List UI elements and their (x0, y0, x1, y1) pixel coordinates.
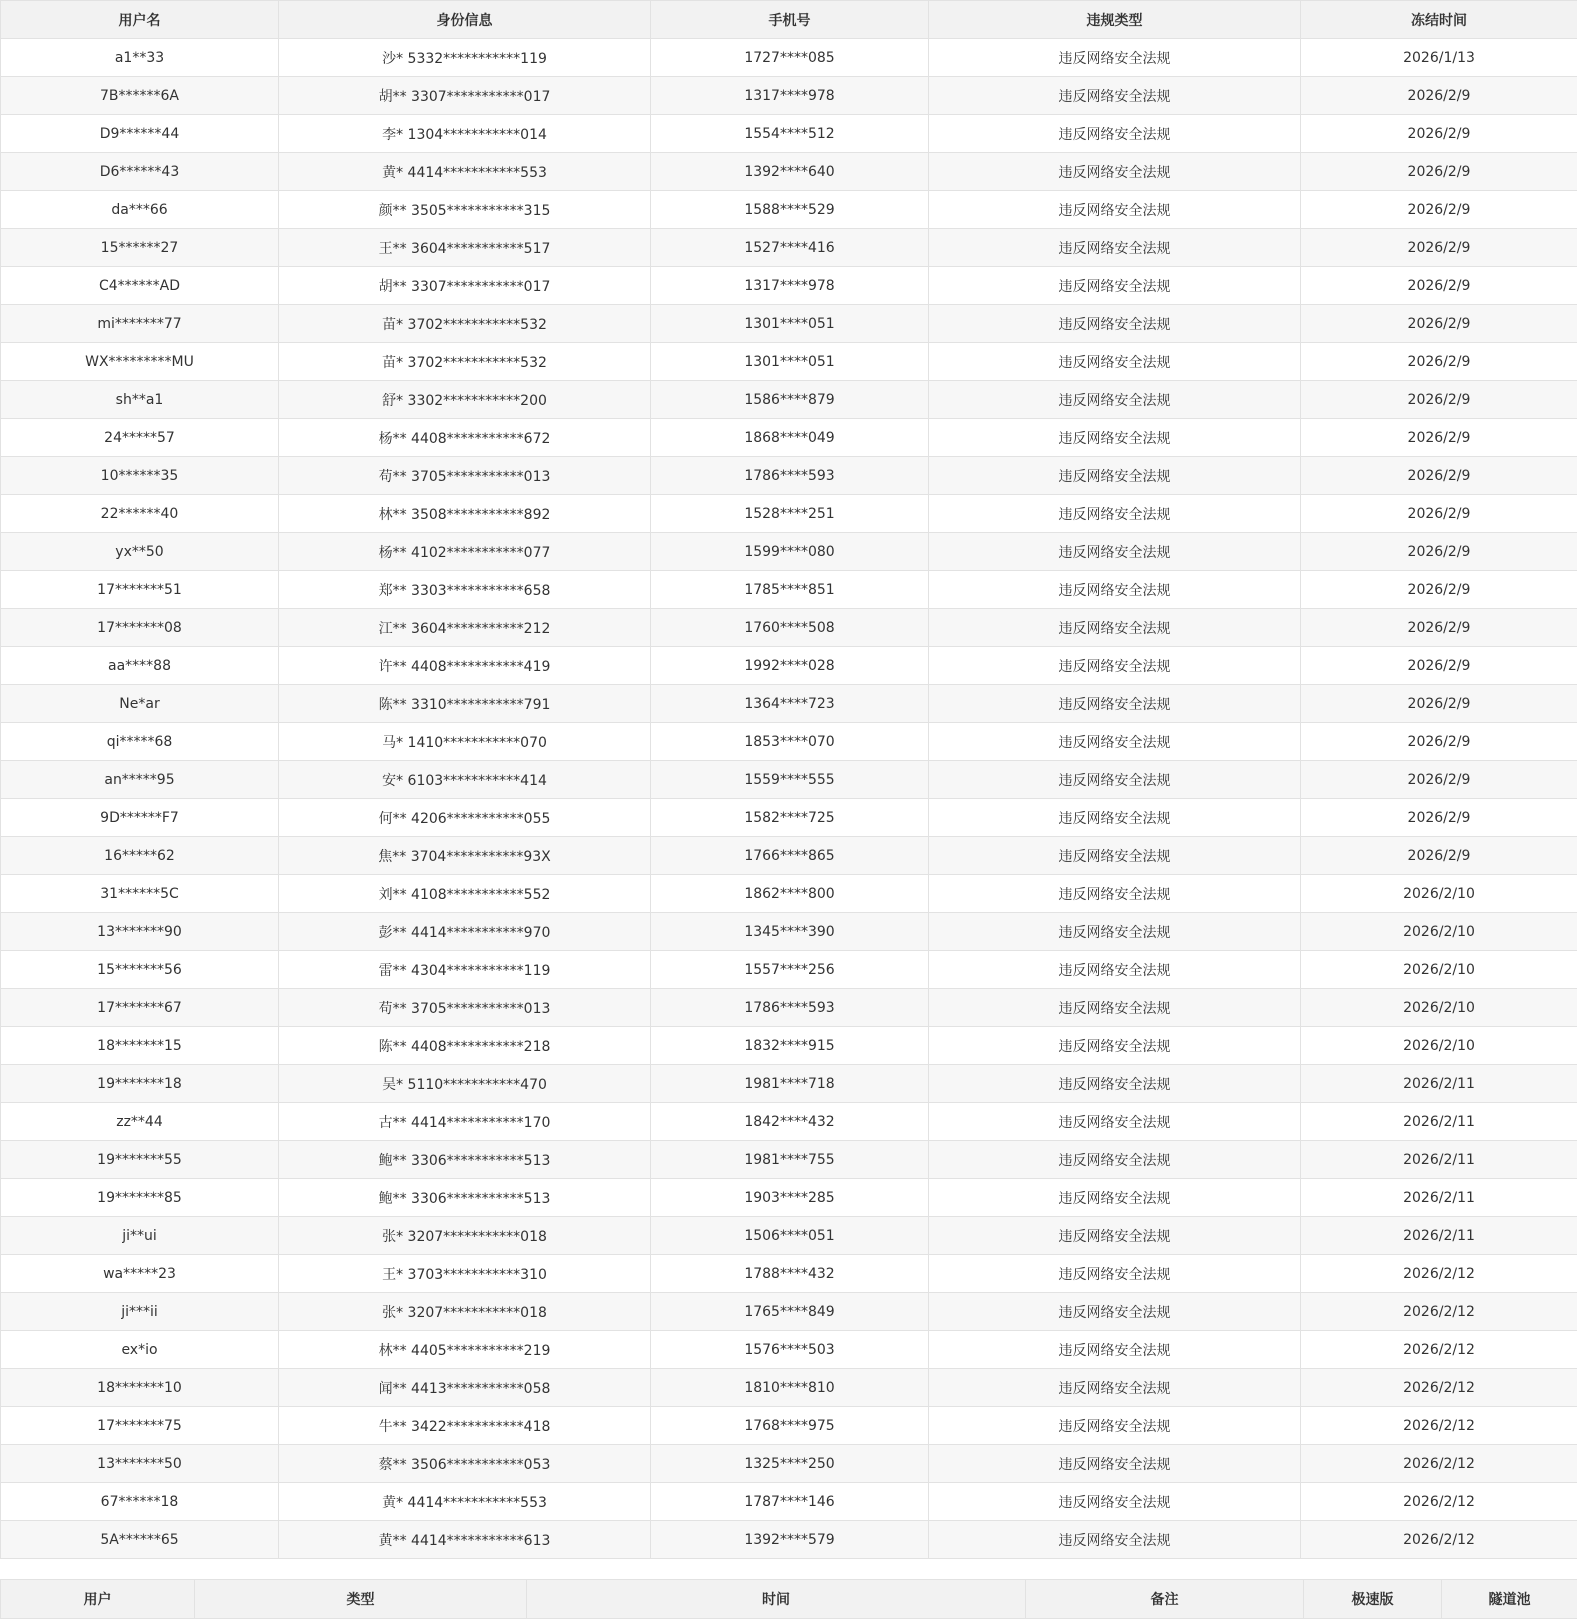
cell-phone: 1588****529 (651, 191, 929, 229)
cell-violation-type: 违反网络安全法规 (929, 837, 1301, 875)
cell-violation-type: 违反网络安全法规 (929, 381, 1301, 419)
cell-identity: 苗* 3702***********532 (279, 343, 651, 381)
header-tunnel-pool: 隧道池 (1442, 1580, 1577, 1619)
cell-username: 17*******75 (1, 1407, 279, 1445)
cell-phone: 1727****085 (651, 39, 929, 77)
cell-violation-type: 违反网络安全法规 (929, 609, 1301, 647)
table-row (1, 685, 1577, 723)
cell-violation-type: 违反网络安全法规 (929, 1407, 1301, 1445)
cell-violation-type: 违反网络安全法规 (929, 115, 1301, 153)
table-row (1, 799, 1577, 837)
cell-phone: 1301****051 (651, 343, 929, 381)
cell-phone: 1392****640 (651, 153, 929, 191)
cell-identity: 彭** 4414***********970 (279, 913, 651, 951)
cell-violation-type: 违反网络安全法规 (929, 343, 1301, 381)
table-row (1, 1027, 1577, 1065)
cell-phone: 1788****432 (651, 1255, 929, 1293)
cell-freeze-time: 2026/2/12 (1301, 1521, 1577, 1559)
cell-freeze-time: 2026/2/12 (1301, 1293, 1577, 1331)
cell-violation-type: 违反网络安全法规 (929, 571, 1301, 609)
cell-violation-type: 违反网络安全法规 (929, 1521, 1301, 1559)
cell-username: 13*******90 (1, 913, 279, 951)
cell-phone: 1506****051 (651, 1217, 929, 1255)
header-remark: 备注 (1026, 1580, 1304, 1619)
cell-violation-type: 违反网络安全法规 (929, 229, 1301, 267)
cell-identity: 闻** 4413***********058 (279, 1369, 651, 1407)
cell-violation-type: 违反网络安全法规 (929, 1445, 1301, 1483)
cell-phone: 1325****250 (651, 1445, 929, 1483)
cell-username: 18*******10 (1, 1369, 279, 1407)
cell-freeze-time: 2026/2/9 (1301, 343, 1577, 381)
cell-identity: 刘** 4108***********552 (279, 875, 651, 913)
cell-phone: 1576****503 (651, 1331, 929, 1369)
cell-username: yx**50 (1, 533, 279, 571)
cell-freeze-time: 2026/2/10 (1301, 951, 1577, 989)
cell-username: zz**44 (1, 1103, 279, 1141)
table-row (1, 1217, 1577, 1255)
cell-freeze-time: 2026/2/9 (1301, 77, 1577, 115)
cell-username: C4******AD (1, 267, 279, 305)
cell-identity: 黄* 4414***********553 (279, 1483, 651, 1521)
table-row (1, 495, 1577, 533)
table-row (1, 875, 1577, 913)
cell-phone: 1842****432 (651, 1103, 929, 1141)
cell-phone: 1345****390 (651, 913, 929, 951)
cell-identity: 何** 4206***********055 (279, 799, 651, 837)
header-express-edition: 极速版 (1304, 1580, 1442, 1619)
log-table (0, 1579, 1577, 1619)
table-row (1, 1293, 1577, 1331)
cell-username: D6******43 (1, 153, 279, 191)
cell-username: Ne*ar (1, 685, 279, 723)
cell-username: ex*io (1, 1331, 279, 1369)
table-row (1, 1407, 1577, 1445)
cell-violation-type: 违反网络安全法规 (929, 1027, 1301, 1065)
cell-username: a1**33 (1, 39, 279, 77)
table-row (1, 267, 1577, 305)
table-row (1, 229, 1577, 267)
cell-identity: 马* 1410***********070 (279, 723, 651, 761)
cell-phone: 1317****978 (651, 267, 929, 305)
cell-identity: 苟** 3705***********013 (279, 989, 651, 1027)
table-row (1, 647, 1577, 685)
cell-username: 15******27 (1, 229, 279, 267)
cell-username: 19*******55 (1, 1141, 279, 1179)
cell-freeze-time: 2026/2/10 (1301, 989, 1577, 1027)
table-row (1, 723, 1577, 761)
table-row (1, 761, 1577, 799)
cell-identity: 鲍** 3306***********513 (279, 1179, 651, 1217)
cell-freeze-time: 2026/2/9 (1301, 457, 1577, 495)
cell-violation-type: 违反网络安全法规 (929, 1331, 1301, 1369)
table-row (1, 1483, 1577, 1521)
cell-identity: 沙* 5332***********119 (279, 39, 651, 77)
header-type: 类型 (195, 1580, 527, 1619)
table-row (1, 419, 1577, 457)
cell-freeze-time: 2026/2/9 (1301, 191, 1577, 229)
cell-identity: 王** 3604***********517 (279, 229, 651, 267)
cell-violation-type: 违反网络安全法规 (929, 305, 1301, 343)
cell-phone: 1768****975 (651, 1407, 929, 1445)
cell-username: da***66 (1, 191, 279, 229)
table-header-row (1, 1, 1577, 39)
cell-phone: 1992****028 (651, 647, 929, 685)
cell-identity: 安* 6103***********414 (279, 761, 651, 799)
cell-username: 17*******51 (1, 571, 279, 609)
cell-freeze-time: 2026/2/9 (1301, 609, 1577, 647)
cell-identity: 杨** 4102***********077 (279, 533, 651, 571)
cell-violation-type: 违反网络安全法规 (929, 761, 1301, 799)
cell-violation-type: 违反网络安全法规 (929, 1483, 1301, 1521)
cell-phone: 1554****512 (651, 115, 929, 153)
cell-username: 15*******56 (1, 951, 279, 989)
table-row (1, 153, 1577, 191)
cell-username: 7B******6A (1, 77, 279, 115)
cell-username: 10******35 (1, 457, 279, 495)
cell-phone: 1862****800 (651, 875, 929, 913)
cell-identity: 杨** 4408***********672 (279, 419, 651, 457)
cell-freeze-time: 2026/2/9 (1301, 381, 1577, 419)
cell-phone: 1364****723 (651, 685, 929, 723)
cell-freeze-time: 2026/2/12 (1301, 1255, 1577, 1293)
cell-phone: 1766****865 (651, 837, 929, 875)
cell-username: 16*****62 (1, 837, 279, 875)
cell-username: 17*******08 (1, 609, 279, 647)
cell-phone: 1981****755 (651, 1141, 929, 1179)
cell-violation-type: 违反网络安全法规 (929, 1369, 1301, 1407)
table-row (1, 1179, 1577, 1217)
cell-identity: 胡** 3307***********017 (279, 267, 651, 305)
cell-freeze-time: 2026/2/9 (1301, 533, 1577, 571)
table-row (1, 39, 1577, 77)
table-row (1, 533, 1577, 571)
table-row (1, 381, 1577, 419)
cell-identity: 舒* 3302***********200 (279, 381, 651, 419)
cell-phone: 1868****049 (651, 419, 929, 457)
cell-freeze-time: 2026/2/9 (1301, 419, 1577, 457)
cell-freeze-time: 2026/1/13 (1301, 39, 1577, 77)
cell-identity: 吴* 5110***********470 (279, 1065, 651, 1103)
cell-identity: 林** 4405***********219 (279, 1331, 651, 1369)
cell-username: 17*******67 (1, 989, 279, 1027)
table-row (1, 77, 1577, 115)
cell-violation-type: 违反网络安全法规 (929, 1217, 1301, 1255)
cell-phone: 1853****070 (651, 723, 929, 761)
cell-username: 5A******65 (1, 1521, 279, 1559)
cell-username: wa*****23 (1, 1255, 279, 1293)
header-phone: 手机号 (651, 1, 929, 39)
cell-username: 31******5C (1, 875, 279, 913)
cell-identity: 牛** 3422***********418 (279, 1407, 651, 1445)
cell-phone: 1785****851 (651, 571, 929, 609)
cell-violation-type: 违反网络安全法规 (929, 267, 1301, 305)
table-row (1, 305, 1577, 343)
cell-freeze-time: 2026/2/9 (1301, 571, 1577, 609)
cell-freeze-time: 2026/2/9 (1301, 685, 1577, 723)
table-row (1, 989, 1577, 1027)
cell-username: 18*******15 (1, 1027, 279, 1065)
cell-identity: 雷** 4304***********119 (279, 951, 651, 989)
cell-violation-type: 违反网络安全法规 (929, 533, 1301, 571)
cell-freeze-time: 2026/2/12 (1301, 1369, 1577, 1407)
cell-username: 67******18 (1, 1483, 279, 1521)
cell-identity: 张* 3207***********018 (279, 1217, 651, 1255)
cell-identity: 焦** 3704***********93X (279, 837, 651, 875)
cell-username: an*****95 (1, 761, 279, 799)
cell-phone: 1527****416 (651, 229, 929, 267)
cell-identity: 胡** 3307***********017 (279, 77, 651, 115)
cell-freeze-time: 2026/2/10 (1301, 875, 1577, 913)
cell-violation-type: 违反网络安全法规 (929, 419, 1301, 457)
cell-violation-type: 违反网络安全法规 (929, 77, 1301, 115)
cell-username: sh**a1 (1, 381, 279, 419)
cell-freeze-time: 2026/2/11 (1301, 1141, 1577, 1179)
cell-violation-type: 违反网络安全法规 (929, 1179, 1301, 1217)
table-row (1, 913, 1577, 951)
cell-violation-type: 违反网络安全法规 (929, 1293, 1301, 1331)
cell-identity: 李* 1304***********014 (279, 115, 651, 153)
header-time: 时间 (527, 1580, 1026, 1619)
cell-freeze-time: 2026/2/9 (1301, 229, 1577, 267)
cell-phone: 1765****849 (651, 1293, 929, 1331)
cell-username: 19*******18 (1, 1065, 279, 1103)
table-row (1, 1331, 1577, 1369)
cell-phone: 1586****879 (651, 381, 929, 419)
cell-username: 13*******50 (1, 1445, 279, 1483)
table-row (1, 1521, 1577, 1559)
cell-identity: 陈** 4408***********218 (279, 1027, 651, 1065)
cell-phone: 1760****508 (651, 609, 929, 647)
cell-username: 22******40 (1, 495, 279, 533)
cell-violation-type: 违反网络安全法规 (929, 153, 1301, 191)
cell-violation-type: 违反网络安全法规 (929, 723, 1301, 761)
cell-freeze-time: 2026/2/9 (1301, 305, 1577, 343)
cell-violation-type: 违反网络安全法规 (929, 495, 1301, 533)
cell-violation-type: 违反网络安全法规 (929, 951, 1301, 989)
table-row (1, 1255, 1577, 1293)
table-row (1, 115, 1577, 153)
cell-username: 19*******85 (1, 1179, 279, 1217)
cell-violation-type: 违反网络安全法规 (929, 989, 1301, 1027)
cell-freeze-time: 2026/2/9 (1301, 153, 1577, 191)
cell-username: 9D******F7 (1, 799, 279, 837)
cell-freeze-time: 2026/2/9 (1301, 495, 1577, 533)
header-username: 用户名 (1, 1, 279, 39)
table-row (1, 191, 1577, 229)
cell-identity: 陈** 3310***********791 (279, 685, 651, 723)
header-violation-type: 违规类型 (929, 1, 1301, 39)
cell-freeze-time: 2026/2/9 (1301, 647, 1577, 685)
cell-identity: 江** 3604***********212 (279, 609, 651, 647)
cell-identity: 颜** 3505***********315 (279, 191, 651, 229)
cell-identity: 苟** 3705***********013 (279, 457, 651, 495)
cell-freeze-time: 2026/2/9 (1301, 723, 1577, 761)
table-row (1, 343, 1577, 381)
cell-phone: 1557****256 (651, 951, 929, 989)
cell-username: 24*****57 (1, 419, 279, 457)
cell-identity: 林** 3508***********892 (279, 495, 651, 533)
cell-freeze-time: 2026/2/9 (1301, 761, 1577, 799)
cell-freeze-time: 2026/2/12 (1301, 1407, 1577, 1445)
table-row (1, 951, 1577, 989)
cell-violation-type: 违反网络安全法规 (929, 647, 1301, 685)
table-row (1, 1103, 1577, 1141)
cell-phone: 1810****810 (651, 1369, 929, 1407)
cell-violation-type: 违反网络安全法规 (929, 191, 1301, 229)
cell-freeze-time: 2026/2/11 (1301, 1179, 1577, 1217)
cell-freeze-time: 2026/2/12 (1301, 1445, 1577, 1483)
table-row (1, 1369, 1577, 1407)
cell-phone: 1903****285 (651, 1179, 929, 1217)
cell-phone: 1392****579 (651, 1521, 929, 1559)
table-row (1, 1445, 1577, 1483)
header-freeze-time: 冻结时间 (1301, 1, 1577, 39)
cell-identity: 王* 3703***********310 (279, 1255, 651, 1293)
header-identity: 身份信息 (279, 1, 651, 39)
cell-phone: 1832****915 (651, 1027, 929, 1065)
cell-identity: 许** 4408***********419 (279, 647, 651, 685)
cell-violation-type: 违反网络安全法规 (929, 685, 1301, 723)
cell-identity: 张* 3207***********018 (279, 1293, 651, 1331)
cell-username: qi*****68 (1, 723, 279, 761)
cell-phone: 1787****146 (651, 1483, 929, 1521)
cell-freeze-time: 2026/2/12 (1301, 1331, 1577, 1369)
cell-phone: 1528****251 (651, 495, 929, 533)
cell-identity: 鲍** 3306***********513 (279, 1141, 651, 1179)
cell-phone: 1301****051 (651, 305, 929, 343)
cell-freeze-time: 2026/2/12 (1301, 1483, 1577, 1521)
cell-phone: 1559****555 (651, 761, 929, 799)
header-user: 用户 (1, 1580, 195, 1619)
cell-freeze-time: 2026/2/11 (1301, 1217, 1577, 1255)
cell-username: D9******44 (1, 115, 279, 153)
cell-freeze-time: 2026/2/9 (1301, 267, 1577, 305)
cell-identity: 古** 4414***********170 (279, 1103, 651, 1141)
cell-username: aa****88 (1, 647, 279, 685)
cell-freeze-time: 2026/2/11 (1301, 1065, 1577, 1103)
table-header-row (1, 1580, 1577, 1619)
cell-violation-type: 违反网络安全法规 (929, 1255, 1301, 1293)
cell-identity: 郑** 3303***********658 (279, 571, 651, 609)
cell-violation-type: 违反网络安全法规 (929, 799, 1301, 837)
cell-username: ji**ui (1, 1217, 279, 1255)
table-row (1, 609, 1577, 647)
cell-violation-type: 违反网络安全法规 (929, 39, 1301, 77)
cell-freeze-time: 2026/2/9 (1301, 115, 1577, 153)
cell-phone: 1981****718 (651, 1065, 929, 1103)
cell-freeze-time: 2026/2/10 (1301, 913, 1577, 951)
cell-identity: 黄** 4414***********613 (279, 1521, 651, 1559)
cell-violation-type: 违反网络安全法规 (929, 875, 1301, 913)
cell-phone: 1317****978 (651, 77, 929, 115)
cell-violation-type: 违反网络安全法规 (929, 1103, 1301, 1141)
table-spacer (0, 1559, 1577, 1579)
table-row (1, 1065, 1577, 1103)
cell-username: ji***ii (1, 1293, 279, 1331)
cell-phone: 1786****593 (651, 457, 929, 495)
cell-phone: 1582****725 (651, 799, 929, 837)
cell-freeze-time: 2026/2/11 (1301, 1103, 1577, 1141)
cell-freeze-time: 2026/2/9 (1301, 837, 1577, 875)
table-row (1, 1141, 1577, 1179)
cell-freeze-time: 2026/2/9 (1301, 799, 1577, 837)
cell-identity: 蔡** 3506***********053 (279, 1445, 651, 1483)
cell-identity: 黄* 4414***********553 (279, 153, 651, 191)
table-row (1, 837, 1577, 875)
cell-violation-type: 违反网络安全法规 (929, 1141, 1301, 1179)
cell-phone: 1599****080 (651, 533, 929, 571)
cell-username: WX*********MU (1, 343, 279, 381)
cell-violation-type: 违反网络安全法规 (929, 1065, 1301, 1103)
cell-identity: 苗* 3702***********532 (279, 305, 651, 343)
cell-violation-type: 违反网络安全法规 (929, 457, 1301, 495)
cell-phone: 1786****593 (651, 989, 929, 1027)
table-row (1, 571, 1577, 609)
cell-violation-type: 违反网络安全法规 (929, 913, 1301, 951)
cell-username: mi*******77 (1, 305, 279, 343)
cell-freeze-time: 2026/2/10 (1301, 1027, 1577, 1065)
table-row (1, 457, 1577, 495)
